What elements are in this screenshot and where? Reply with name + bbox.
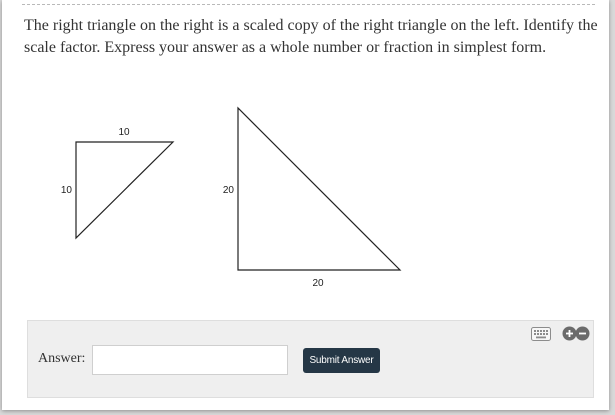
left-triangle-top-label: 10	[118, 127, 130, 138]
right-triangle-side-label: 20	[222, 185, 234, 196]
answer-label: Answer:	[38, 351, 86, 366]
question-text: The right triangle on the right is a scaled copy of the right triangle on the left. Identify the scale factor. Express your answer as a whole number or fraction in simplest form.	[24, 17, 598, 56]
left-triangle-side-label: 10	[60, 185, 72, 196]
triangles-figure	[2, 0, 609, 310]
right-triangle	[238, 108, 400, 270]
answer-panel	[27, 320, 594, 398]
submit-answer-button[interactable]: Submit Answer	[303, 348, 380, 373]
right-triangle-bottom-label: 20	[312, 278, 324, 289]
zoom-out-icon[interactable]	[575, 326, 590, 341]
question-card	[2, 0, 609, 410]
left-triangle	[76, 142, 173, 238]
answer-input[interactable]	[92, 345, 288, 375]
keyboard-icon[interactable]	[531, 327, 551, 341]
